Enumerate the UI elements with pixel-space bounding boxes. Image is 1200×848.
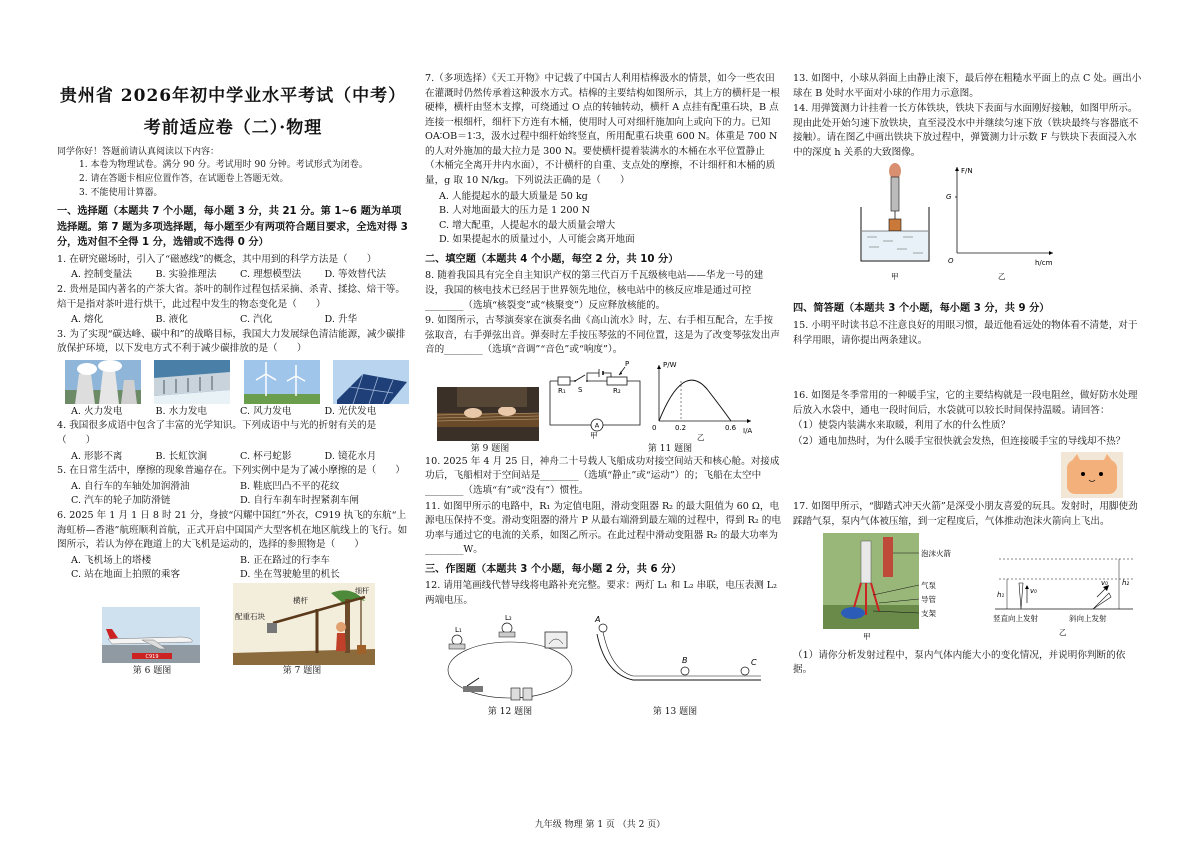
label-jia-17: 甲: [863, 631, 871, 641]
option: B. 人对地面最大的压力是 1 200 N: [439, 205, 591, 217]
option: D. 等效替代法: [324, 269, 386, 281]
label-stand: 支架: [921, 608, 936, 618]
label-tube: 导管: [921, 594, 936, 604]
option: A. 人能提起水的最大质量是 50 kg: [439, 190, 588, 202]
notice-1: 1. 本卷为物理试卷。满分 90 分。考试用时 90 分钟。考试形式为闭卷。: [79, 160, 368, 171]
figure-13-caption: 第 13 题图: [652, 706, 698, 717]
label-ammeter: A: [594, 421, 600, 430]
label-yi-11: 乙: [697, 432, 705, 442]
question-17: 17. 如图甲所示，“脚踏式冲天火箭”是深受小朋友喜爱的玩具。发射时，用脚使劲踩踏气泵，泵内气体被压缩，到一定程度后，气体推动泡沫火箭向上飞出。: [793, 501, 1138, 528]
section-1-heading: 一、选择题（本题共 7 个小题，每小题 3 分，共 21 分。第 1~6 题为单项选择题。第 7 题为多项选择题，每小题至少有两项符合题目要求，全选对得 3 分，选对但不全得 1 分，选错或不选得 0 分）: [57, 206, 408, 249]
option: D. 如果提起水的质量过小，人可能会离开地面: [439, 234, 635, 246]
question-1: 1. 在研究磁场时，引入了“磁感线”的概念，其中用到的科学方法是（ ）: [57, 253, 377, 265]
figure-11-caption: 第 11 题图: [647, 443, 693, 454]
notice-2: 2. 请在答题卡相应位置作答，在试题卷上答题无效。: [79, 174, 289, 184]
option: D. 坐在驾驶舱里的机长: [240, 569, 340, 581]
circuit-diagram-jia: [545, 359, 645, 439]
c919-text: C919: [145, 654, 159, 661]
option: C. 风力发电: [240, 405, 292, 417]
question-7-options: [425, 190, 781, 248]
column-middle: [425, 72, 781, 720]
option: A. 控制变量法: [71, 269, 132, 281]
figure-9-caption: 第 9 题图: [470, 443, 510, 454]
option: A. 自行车的车轴处加润滑油: [71, 480, 190, 492]
launch-angle-diagram: [989, 533, 1139, 645]
question-3: 3. 为了实现“碳达峰、碳中和”的战略目标，我国大力发展绿色清洁能源，减少碳排放保护环境，以下发电方式不利于减少碳排放的是（ ）: [57, 328, 406, 355]
thermal-power-photo: [65, 360, 141, 404]
section-3-heading: 三、作图题（本题共 3 个小题，每小题 2 分，共 6 分）: [425, 563, 682, 575]
option: C. 理想模型法: [240, 269, 302, 281]
label-counterweight: 配重石块: [235, 611, 265, 621]
column-right: [793, 72, 1143, 679]
label-tick-06: 0.6: [725, 423, 737, 432]
hand-warmer-figure: [793, 450, 1143, 500]
figures-6-7: [57, 583, 409, 679]
wind-power-photo: [244, 360, 320, 404]
label-yi-14: 乙: [998, 272, 1006, 282]
label-origin-14: O: [948, 257, 954, 266]
option: B. 长虹饮涧: [155, 450, 208, 462]
question-11: 11. 如图甲所示的电路中，R₁ 为定值电阻，滑动变阻器 R₂ 的最大阻值为 60 Ω，电源电压保持不变。滑动变阻器的滑片 P 从最右端滑到最左端的过程中，得到 R₂ 的电功率与通过它的电流的关系，如图乙所示。在此过程中滑动变阻器 R₂ 的最大功率为________W。: [425, 500, 781, 556]
figures-9-11: [425, 359, 781, 455]
question-17-part-1: （1）请你分析发射过程中，泵内气体内能大小的变化情况，并说明你判断的依据。: [793, 649, 1126, 676]
question-16-part-1: （1）使袋内装满水来取暖，利用了水的什么性质？: [793, 420, 1011, 432]
label-v0-vertical: v₀: [1030, 586, 1037, 595]
column-left: [57, 72, 409, 679]
question-1-options: [57, 268, 409, 283]
label-yi-17: 乙: [1059, 627, 1067, 637]
label-pole: 细杆: [355, 586, 369, 595]
notice-3: 3. 不能使用计算器。: [79, 187, 163, 198]
figure-6-caption: 第 6 题图: [132, 665, 172, 676]
exam-title: 贵州省 2026年初中学业水平考试（中考）: [59, 86, 407, 106]
section-4-heading: 四、简答题（本题共 3 个小题，每小题 3 分，共 9 分）: [793, 303, 1050, 315]
question-13: 13. 如图中，小球从斜面上由静止滚下，最后停在粗糙水平面上的点 C 处。画出小球在 B 处时水平面对小球的作用力示意图。: [793, 73, 1142, 99]
option: B. 实验推理法: [155, 269, 217, 281]
option: D. 自行车刹车时捏紧刹车闸: [240, 495, 359, 507]
figures-12-13: [425, 610, 781, 720]
label-jia-11: 甲: [590, 430, 598, 440]
label-r2: R₂: [613, 386, 621, 395]
section-2-heading: 二、填空题（本题共 4 个小题，每空 2 分，共 10 分）: [425, 253, 679, 265]
label-air-pump: 气泵: [921, 580, 936, 590]
rocket-launcher-photo: [823, 533, 951, 643]
question-3-options: [57, 405, 409, 420]
question-6: 6. 2025 年 1 月 1 日 8 时 21 分，身披“闪耀中国红”外衣，C919 执飞的东航“上海虹桥—香港”航班顺利首航，正式开启中国国产大型客机在地区航线上的飞行。如图所示，若认为停在跑道上的大飞机是运动的，选择的参照物是（ ）: [57, 509, 408, 551]
option: B. 液化: [155, 314, 188, 326]
option: A. 飞机场上的塔楼: [71, 554, 152, 566]
label-vertical-launch: 竖直向上发射: [993, 613, 1038, 623]
question-16-part-2: （2）通电加热时，为什么暖手宝很快就会发热，但连接暖手宝的导线却不热？: [793, 435, 1126, 447]
label-jia-14: 甲: [891, 272, 899, 282]
hydro-power-photo: [154, 360, 230, 404]
option: A. 形影不离: [71, 450, 123, 462]
question-3-photos: [65, 360, 409, 404]
spring-scale-beaker: [853, 161, 943, 289]
exam-subtitle: 考前适应卷（二）·物理: [143, 117, 323, 138]
question-4: 4. 我国很多成语中包含了丰富的光学知识。下列成语中与光的折射有关的是（ ）: [57, 420, 377, 447]
label-h1: h₁: [997, 590, 1005, 599]
question-12: 12. 请用笔画线代替导线将电路补充完整。要求：两灯 L₁ 和 L₂ 串联，电压表测 L₂ 两端电压。: [425, 580, 778, 607]
label-r1: R₁: [558, 386, 566, 395]
question-15: 15. 小明平时读书总不注意良好的用眼习惯，最近他看远处的物体看不清楚，对于科学用眼，请你提出两条建议。: [793, 319, 1138, 346]
question-5-options: [57, 480, 409, 509]
question-8: 8. 随着我国具有完全自主知识产权的第三代百万千瓦级核电站——华龙一号的建设，我国的核电技术已经居于世界领先地位，核电站中的核反应堆是通过可控________（选填“核裂变”或“核聚变”）反应释放核能的。: [425, 270, 764, 311]
label-axis-current: I/A: [743, 426, 753, 435]
label-point-c: C: [751, 657, 757, 667]
label-axis-force: F/N: [961, 167, 973, 176]
option: C. 汽车的轮子加防滑链: [71, 495, 171, 507]
c919-airplane-photo: [102, 607, 200, 663]
question-9: 9. 如图所示，古琴演奏家在演奏名曲《高山流水》时，左、右手相互配合，左手按弦取音，右手弹弦出音。弹奏时左手按压琴弦的不同位置，这是为了改变琴弦发出声音的________（选填“音调”“音色”或“响度”）。: [425, 315, 780, 356]
question-5: 5. 在日常生活中，摩擦的现象普遍存在。下列实例中是为了减小摩擦的是（ ）: [57, 465, 405, 477]
label-foam-rocket: 泡沫火箭: [921, 548, 951, 558]
label-tick-02: 0.2: [675, 423, 687, 432]
option: B. 正在路过的行李车: [240, 554, 330, 566]
label-point-b: B: [682, 655, 688, 665]
label-l2: L₂: [505, 613, 512, 622]
jiegao-illustration: [233, 583, 375, 665]
label-origin: 0: [652, 423, 657, 432]
label-h2: h₂: [1122, 578, 1130, 587]
label-lever: 横杆: [293, 595, 308, 605]
figure-7-caption: 第 7 题图: [282, 665, 322, 676]
force-depth-axes: [943, 161, 1063, 289]
guqin-photo: [437, 387, 539, 441]
option: D. 光伏发电: [324, 405, 377, 417]
question-4-options: [57, 450, 409, 465]
question-2: 2. 贵州是国内著名的产茶大省。茶叶的制作过程包括采摘、杀青、揉捻、焙干等。焙干是指对茶叶进行烘干，此过程中发生的物态变化是（ ）: [57, 284, 405, 310]
option: A. 火力发电: [71, 405, 123, 417]
option: A. 熔化: [71, 314, 104, 326]
option: D. 镜花水月: [324, 450, 377, 462]
ramp-diagram-13: [593, 614, 763, 686]
question-14: 14. 用弹簧测力计挂着一长方体铁块，铁块下表面与水面刚好接触，如图甲所示。现由此处开始匀速下放铁块，直至浸没水中并继续匀速下放（铁块最终与容器底不接触）。请在图乙中画出铁块下放过程中，弹簧测力计示数 F 与铁块下表面浸入水中的深度 h 关系的大致图像。: [793, 103, 1139, 158]
power-current-graph: [647, 359, 757, 441]
option: C. 增大配重，人提起水的最大质量会增大: [439, 219, 616, 231]
label-v0-oblique: v₀: [1101, 578, 1108, 587]
option: B. 鞋底凹凸不平的花纹: [240, 480, 340, 492]
label-oblique-launch: 斜向上发射: [1069, 613, 1107, 623]
question-10: 10. 2025 年 4 月 25 日，神舟二十号载人飞船成功对接空间站天和核心舱。对接成功后，飞船相对于空间站是________（选填“静止”或“运动”）的；飞船在太空中________（选填“有”或“没有”）惯性。: [425, 455, 780, 497]
page-footer: 九年级 物理 第 1 页 （共 2 页）: [534, 820, 666, 830]
figure-17: [793, 531, 1143, 649]
label-slider-p: P: [625, 359, 630, 368]
option: D. 升华: [324, 314, 358, 326]
figure-12-caption: 第 12 题图: [487, 706, 533, 717]
label-gravity: G: [946, 193, 952, 202]
option: C. 站在地面上拍照的乘客: [71, 569, 181, 581]
question-16: 16. 如图是冬季常用的一种暖手宝，它的主要结构就是一段电阻丝，做好防水处理后放入水袋中，通电一段时间后，水袋就可以较长时间保持温暖。请回答：: [793, 390, 1138, 416]
question-6-options: [57, 554, 409, 583]
option: C. 杯弓蛇影: [240, 450, 292, 462]
question-2-options: [57, 313, 409, 328]
notice-intro: 同学你好！答题前请认真阅读以下内容：: [57, 146, 220, 157]
answer-space-15: [793, 349, 1143, 389]
label-switch: S: [578, 385, 583, 394]
circuit-components-12: [435, 614, 585, 704]
figure-14: [793, 161, 1143, 297]
option: C. 汽化: [240, 314, 273, 326]
hand-warmer-photo: [1061, 452, 1123, 498]
label-l1: L₁: [455, 625, 462, 634]
label-axis-power: P/W: [663, 360, 677, 369]
option: B. 水力发电: [155, 405, 208, 417]
solar-power-photo: [333, 360, 409, 404]
label-point-a: A: [595, 614, 601, 624]
question-7: 7.（多项选择）《天工开物》中记载了中国古人利用桔槔汲水的情景，如今一些农田在灌溉时仍然传承着这种汲水方式。桔槔的主要结构如图所示，其上方的横杆是一根硬棒，横杆由竖木支撑，可绕通过 O 点的转轴转动，横杆 A 点挂有配重石块，B 点连接一根细杆，细杆下方连有木桶，使用时人可对细杆施加向上或向下的力。已知 OA∶OB＝1∶3，汲水过程中细杆始终竖直，所用配重石块重 600 N。体重是 700 N 的人对外施加的最大拉力是 300 N。要使横杆提着装满水的木桶在水平位置静止（木桶完全离开井内水面），不计横杆的自重、支点处的摩擦，不计细杆和木桶的质量，g 取 10 N/kg。下列说法正确的是（ ）: [425, 73, 780, 187]
label-axis-depth: h/cm: [1035, 259, 1053, 268]
